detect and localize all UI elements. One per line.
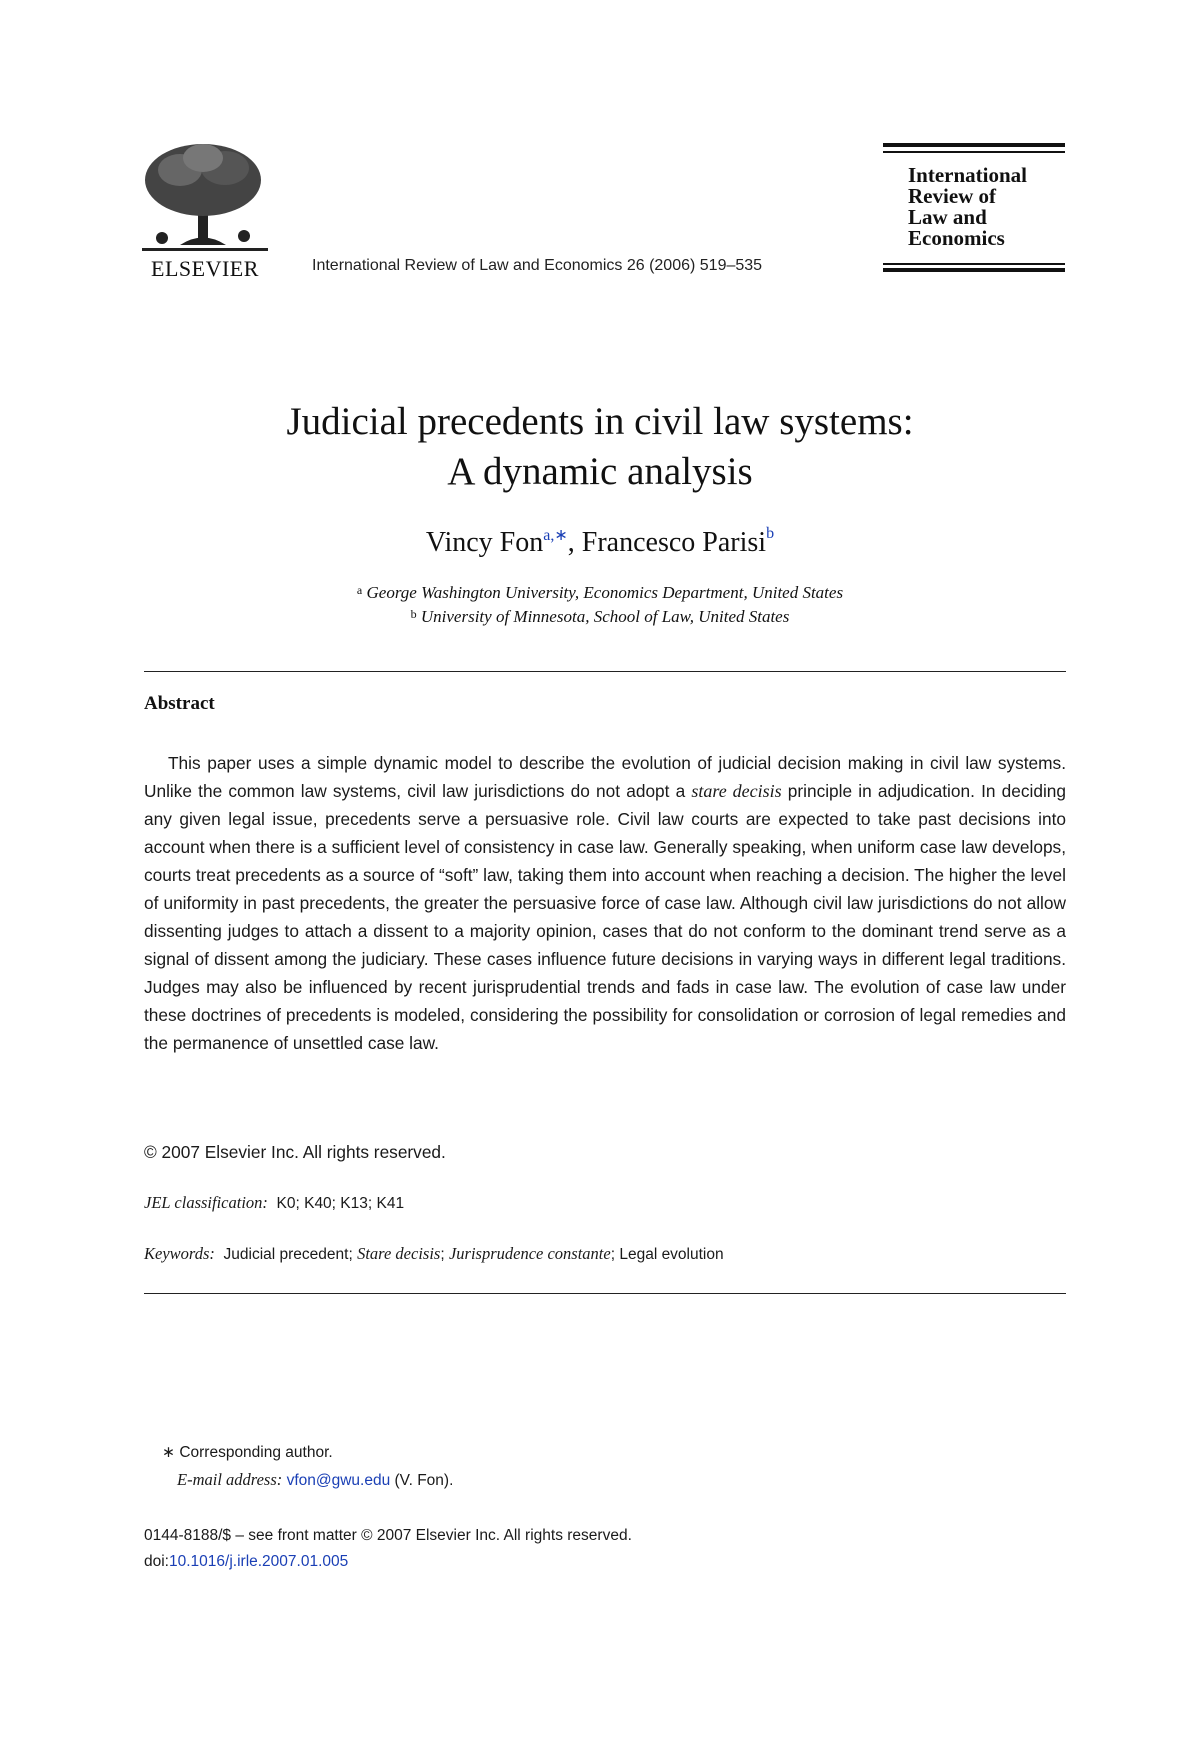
affiliation-text: George Washington University, Economics Department, United States xyxy=(366,583,844,602)
affiliation-mark: b xyxy=(410,607,417,621)
keywords xyxy=(144,1244,724,1264)
abstract-italic-term: stare decisis xyxy=(691,781,782,801)
journal-citation: International Review of Law and Economics 26 (2006) 519–535 xyxy=(312,257,763,274)
journal-name-box xyxy=(883,143,1065,275)
author-name: Vincy Fon xyxy=(425,527,544,558)
elsevier-tree-logo xyxy=(140,140,270,260)
keywords-label: Keywords: xyxy=(144,1244,215,1263)
keyword: Judicial precedent; xyxy=(223,1246,358,1263)
publisher-wordmark: ELSEVIER xyxy=(151,256,259,281)
title-line-1: Judicial precedents in civil law systems: xyxy=(286,400,914,443)
email-label: E-mail address: xyxy=(177,1470,283,1489)
keyword: Jurisprudence constante xyxy=(448,1244,611,1263)
corresponding-author-note xyxy=(162,1443,333,1462)
affiliation xyxy=(0,583,1200,603)
copyright-notice: © 2007 Elsevier Inc. All rights reserved. xyxy=(144,1142,446,1162)
affiliation-mark: a xyxy=(356,583,363,597)
issn-line: 0144-8188/$ – see front matter © 2007 Elsevier Inc. All rights reserved. xyxy=(144,1527,632,1544)
email-suffix: (V. Fon). xyxy=(390,1472,454,1489)
doi-label: doi: xyxy=(144,1553,169,1570)
author-affiliation-mark[interactable]: b xyxy=(766,525,775,542)
jel-codes: K0; K40; K13; K41 xyxy=(276,1195,405,1212)
doi-link[interactable]: 10.1016/j.irle.2007.01.005 xyxy=(169,1553,349,1570)
author-name: Francesco Parisi xyxy=(581,527,767,558)
author-list xyxy=(0,527,1200,559)
author-affiliation-mark[interactable]: a,∗ xyxy=(543,527,568,544)
abstract-text: principle in adjudication. In deciding any given legal issue, precedents serve a persuasive role. Civil law courts are expected to take past decisions into account when there is a sufficient level of consistency in case law. Generally speaking, when uniform case law develops, courts treat precedents as a source of “soft” law, taking them into account when reaching a decision. The higher the level of uniformity in past precedents, the greater the persuasive force of case law. Although civil law jurisdictions do not allow dissenting judges to attach a dissent to a majority opinion, cases that do not conform to the dominant trend serve as a signal of dissent among the judiciary. These cases influence future decisions in varying ways in different legal traditions. Judges may also be influenced by recent jurisprudential trends and fads in case law. The evolution of case law under these doctrines of precedents is modeled, considering the possibility for consolidation or corrosion of legal remedies and the permanence of unsettled case law. xyxy=(144,781,1067,1053)
affiliation xyxy=(0,607,1200,627)
article-title xyxy=(0,397,1200,497)
footnote-mark: ∗ xyxy=(162,1444,175,1461)
divider xyxy=(144,1293,1066,1294)
abstract-body xyxy=(144,749,1066,1057)
email-note xyxy=(177,1470,453,1490)
abstract-heading: Abstract xyxy=(144,693,215,714)
journal-name: International Review of Law and Economics xyxy=(908,163,1028,250)
keyword: Stare decisis xyxy=(357,1244,441,1263)
abstract-text: This paper uses a simple dynamic model to describe the evolution of judicial decision making in civil law systems. Unlike the common law systems, civil law jurisdictions do not adopt a xyxy=(144,753,1066,801)
jel-classification xyxy=(144,1193,404,1213)
corresponding-author-text: Corresponding author. xyxy=(179,1444,333,1461)
keyword-separator: ; xyxy=(440,1246,449,1263)
jel-label: JEL classification: xyxy=(144,1193,268,1212)
divider xyxy=(144,671,1066,672)
keyword: ; Legal evolution xyxy=(610,1246,724,1263)
author-separator: , xyxy=(567,527,582,558)
email-link[interactable]: vfon@gwu.edu xyxy=(286,1472,391,1489)
affiliation-text: University of Minnesota, School of Law, United States xyxy=(420,607,790,626)
doi-line xyxy=(144,1553,348,1571)
title-line-2: A dynamic analysis xyxy=(447,450,753,493)
